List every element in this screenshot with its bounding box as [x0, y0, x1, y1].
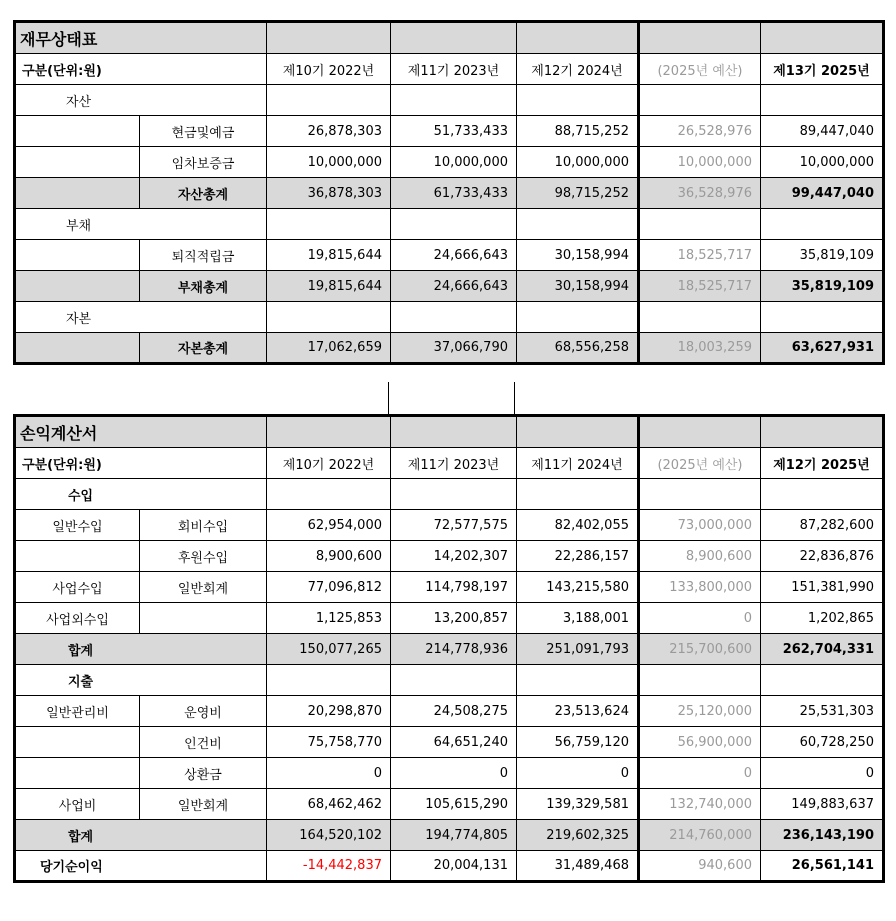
row-label: 자산총계 — [140, 178, 267, 209]
column-header: 제11기 2023년 — [391, 448, 517, 479]
balance-sheet-title-row — [15, 22, 884, 54]
table-row — [15, 147, 884, 178]
cell-value: 88,715,252 — [517, 116, 639, 147]
cell-value: 82,402,055 — [517, 510, 639, 541]
table-row — [15, 727, 884, 758]
cell-value-budget: 940,600 — [639, 851, 761, 882]
cell-value: 10,000,000 — [517, 147, 639, 178]
cell-value-budget: 8,900,600 — [639, 541, 761, 572]
cell-value: 23,513,624 — [517, 696, 639, 727]
total-row — [15, 333, 884, 364]
row-label: 운영비 — [140, 696, 267, 727]
row-label: 상환금 — [140, 758, 267, 789]
cell-value-budget: 0 — [639, 758, 761, 789]
cell-value: 62,954,000 — [267, 510, 391, 541]
cell-value-budget: 0 — [639, 603, 761, 634]
column-header: 제10기 2022년 — [267, 448, 391, 479]
column-header-current: 제12기 2025년 — [761, 448, 884, 479]
column-divider — [388, 382, 389, 414]
row-label: 부채총계 — [140, 271, 267, 302]
cell-value: 35,819,109 — [761, 271, 884, 302]
row-label: 일반회계 — [140, 789, 267, 820]
section-row-assets — [15, 85, 884, 116]
cell-value: 105,615,290 — [391, 789, 517, 820]
cell-value-budget: 18,003,259 — [639, 333, 761, 364]
cell-value: 20,298,870 — [267, 696, 391, 727]
cell-value: 99,447,040 — [761, 178, 884, 209]
table-row — [15, 789, 884, 820]
row-category — [15, 727, 140, 758]
cell-value: 35,819,109 — [761, 240, 884, 271]
cell-value-negative: -14,442,837 — [267, 851, 391, 882]
row-label: 일반회계 — [140, 572, 267, 603]
cell-value: 75,758,770 — [267, 727, 391, 758]
column-header: 제11기 2023년 — [391, 54, 517, 85]
row-category — [15, 541, 140, 572]
section-label: 수입 — [15, 479, 267, 510]
cell-value: 68,462,462 — [267, 789, 391, 820]
cell-value: 61,733,433 — [391, 178, 517, 209]
section-label: 자본 — [15, 302, 267, 333]
row-category: 사업비 — [15, 789, 140, 820]
section-label: 지출 — [15, 665, 267, 696]
cell-value: 20,004,131 — [391, 851, 517, 882]
cell-value: 262,704,331 — [761, 634, 884, 665]
cell-value-budget: 26,528,976 — [639, 116, 761, 147]
cell-value: 24,666,643 — [391, 271, 517, 302]
balance-sheet-header-row — [15, 54, 884, 85]
income-statement-header-row — [15, 448, 884, 479]
cell-value-budget: 73,000,000 — [639, 510, 761, 541]
cell-value: 214,778,936 — [391, 634, 517, 665]
row-category: 일반관리비 — [15, 696, 140, 727]
cell-value: 10,000,000 — [761, 147, 884, 178]
row-label: 퇴직적립금 — [140, 240, 267, 271]
row-label: 당기순이익 — [15, 851, 267, 882]
row-label — [140, 603, 267, 634]
section-label: 부채 — [15, 209, 267, 240]
cell-value-budget: 36,528,976 — [639, 178, 761, 209]
net-income-row — [15, 851, 884, 882]
section-row-expense — [15, 665, 884, 696]
cell-value: 60,728,250 — [761, 727, 884, 758]
table-row — [15, 696, 884, 727]
cell-value: 22,836,876 — [761, 541, 884, 572]
cell-value-budget: 56,900,000 — [639, 727, 761, 758]
column-header: 제11기 2024년 — [517, 448, 639, 479]
column-header: 제10기 2022년 — [267, 54, 391, 85]
row-label: 자본총계 — [140, 333, 267, 364]
cell-value: 219,602,325 — [517, 820, 639, 851]
cell-value: 149,883,637 — [761, 789, 884, 820]
cell-value: 1,125,853 — [267, 603, 391, 634]
cell-value: 150,077,265 — [267, 634, 391, 665]
row-label: 인건비 — [140, 727, 267, 758]
column-header-budget: (2025년 예산) — [639, 448, 761, 479]
income-statement-title: 손익계산서 — [15, 416, 267, 448]
cell-value: 194,774,805 — [391, 820, 517, 851]
cell-value: 17,062,659 — [267, 333, 391, 364]
cell-value: 24,666,643 — [391, 240, 517, 271]
cell-value: 114,798,197 — [391, 572, 517, 603]
balance-sheet-title: 재무상태표 — [15, 22, 267, 54]
cell-value: 31,489,468 — [517, 851, 639, 882]
cell-value: 0 — [517, 758, 639, 789]
row-category — [15, 758, 140, 789]
cell-value: 19,815,644 — [267, 271, 391, 302]
cell-value: 8,900,600 — [267, 541, 391, 572]
cell-value: 77,096,812 — [267, 572, 391, 603]
table-row — [15, 240, 884, 271]
row-label: 합계 — [15, 634, 267, 665]
cell-value: 89,447,040 — [761, 116, 884, 147]
row-category: 사업외수입 — [15, 603, 140, 634]
row-label: 현금및예금 — [140, 116, 267, 147]
cell-value: 87,282,600 — [761, 510, 884, 541]
row-category: 사업수입 — [15, 572, 140, 603]
column-divider — [514, 382, 515, 414]
cell-value: 3,188,001 — [517, 603, 639, 634]
cell-value: 0 — [761, 758, 884, 789]
cell-value: 26,878,303 — [267, 116, 391, 147]
cell-value: 251,091,793 — [517, 634, 639, 665]
section-label: 자산 — [15, 85, 267, 116]
cell-value: 98,715,252 — [517, 178, 639, 209]
cell-value: 26,561,141 — [761, 851, 884, 882]
cell-value: 0 — [267, 758, 391, 789]
cell-value: 143,215,580 — [517, 572, 639, 603]
cell-value: 19,815,644 — [267, 240, 391, 271]
table-row — [15, 572, 884, 603]
cell-value-budget: 132,740,000 — [639, 789, 761, 820]
cell-value: 25,531,303 — [761, 696, 884, 727]
cell-value-budget: 214,760,000 — [639, 820, 761, 851]
cell-value-budget: 215,700,600 — [639, 634, 761, 665]
cell-value-budget: 133,800,000 — [639, 572, 761, 603]
total-row — [15, 271, 884, 302]
cell-value: 13,200,857 — [391, 603, 517, 634]
section-row-liabilities — [15, 209, 884, 240]
cell-value: 72,577,575 — [391, 510, 517, 541]
cell-value-budget: 18,525,717 — [639, 240, 761, 271]
row-category: 일반수입 — [15, 510, 140, 541]
column-header: 제12기 2024년 — [517, 54, 639, 85]
cell-value: 30,158,994 — [517, 271, 639, 302]
cell-value: 10,000,000 — [391, 147, 517, 178]
cell-value: 1,202,865 — [761, 603, 884, 634]
balance-sheet-table — [13, 20, 885, 365]
cell-value: 139,329,581 — [517, 789, 639, 820]
cell-value-budget: 18,525,717 — [639, 271, 761, 302]
total-row — [15, 178, 884, 209]
cell-value: 30,158,994 — [517, 240, 639, 271]
income-statement-table — [13, 414, 885, 883]
cell-value: 63,627,931 — [761, 333, 884, 364]
cell-value: 64,651,240 — [391, 727, 517, 758]
cell-value-budget: 25,120,000 — [639, 696, 761, 727]
table-row — [15, 541, 884, 572]
cell-value: 36,878,303 — [267, 178, 391, 209]
cell-value: 151,381,990 — [761, 572, 884, 603]
cell-value: 0 — [391, 758, 517, 789]
total-row — [15, 634, 884, 665]
column-header-budget: (2025년 예산) — [639, 54, 761, 85]
row-label: 임차보증금 — [140, 147, 267, 178]
cell-value: 68,556,258 — [517, 333, 639, 364]
column-header-current: 제13기 2025년 — [761, 54, 884, 85]
row-label: 합계 — [15, 820, 267, 851]
cell-value: 37,066,790 — [391, 333, 517, 364]
section-row-revenue — [15, 479, 884, 510]
cell-value-budget: 10,000,000 — [639, 147, 761, 178]
table-row — [15, 116, 884, 147]
table-row — [15, 758, 884, 789]
cell-value: 24,508,275 — [391, 696, 517, 727]
table-row — [15, 510, 884, 541]
table-row — [15, 603, 884, 634]
row-label: 후원수입 — [140, 541, 267, 572]
unit-label: 구분(단위:원) — [15, 448, 267, 479]
row-label: 회비수입 — [140, 510, 267, 541]
section-row-equity — [15, 302, 884, 333]
cell-value: 22,286,157 — [517, 541, 639, 572]
income-statement-title-row — [15, 416, 884, 448]
unit-label: 구분(단위:원) — [15, 54, 267, 85]
cell-value: 236,143,190 — [761, 820, 884, 851]
cell-value: 56,759,120 — [517, 727, 639, 758]
total-row — [15, 820, 884, 851]
cell-value: 164,520,102 — [267, 820, 391, 851]
cell-value: 10,000,000 — [267, 147, 391, 178]
cell-value: 14,202,307 — [391, 541, 517, 572]
cell-value: 51,733,433 — [391, 116, 517, 147]
